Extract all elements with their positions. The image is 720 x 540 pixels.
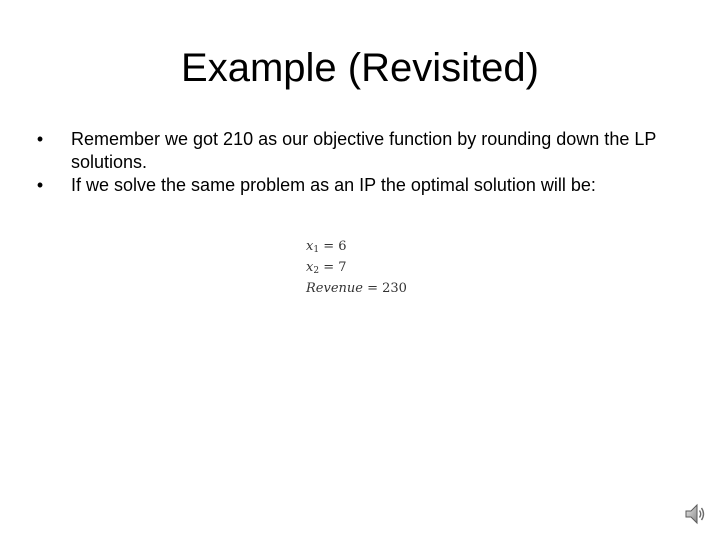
variable-value: 230 <box>382 281 407 296</box>
speaker-icon[interactable] <box>683 502 707 526</box>
variable-name: x <box>306 260 314 275</box>
variable-value: 6 <box>338 239 347 254</box>
variable-subscript: 2 <box>313 266 320 276</box>
equation-revenue <box>306 280 407 297</box>
solution-equations <box>306 238 407 297</box>
speaker-icon-graphic <box>683 502 707 526</box>
equals-sign: = <box>319 260 339 275</box>
bullet-list <box>30 128 690 197</box>
equation-x1 <box>306 238 407 259</box>
bullet-mark: • <box>36 175 44 195</box>
slide-title: Example (Revisited) <box>181 46 539 90</box>
bullet-item <box>30 128 690 174</box>
bullet-mark: • <box>36 129 44 149</box>
bullet-item <box>30 174 690 197</box>
variable-subscript: 1 <box>313 245 320 255</box>
variable-name: x <box>306 239 314 254</box>
equals-sign: = <box>319 239 339 254</box>
equals-sign: = <box>362 281 383 296</box>
bullet-text: If we solve the same problem as an IP the optimal solution will be: <box>71 175 596 195</box>
equation-x2 <box>306 259 407 280</box>
variable-value: 7 <box>338 260 347 275</box>
variable-name: Revenue <box>306 281 363 296</box>
bullet-text: Remember we got 210 as our objective function by rounding down the LP solutions. <box>71 129 657 172</box>
